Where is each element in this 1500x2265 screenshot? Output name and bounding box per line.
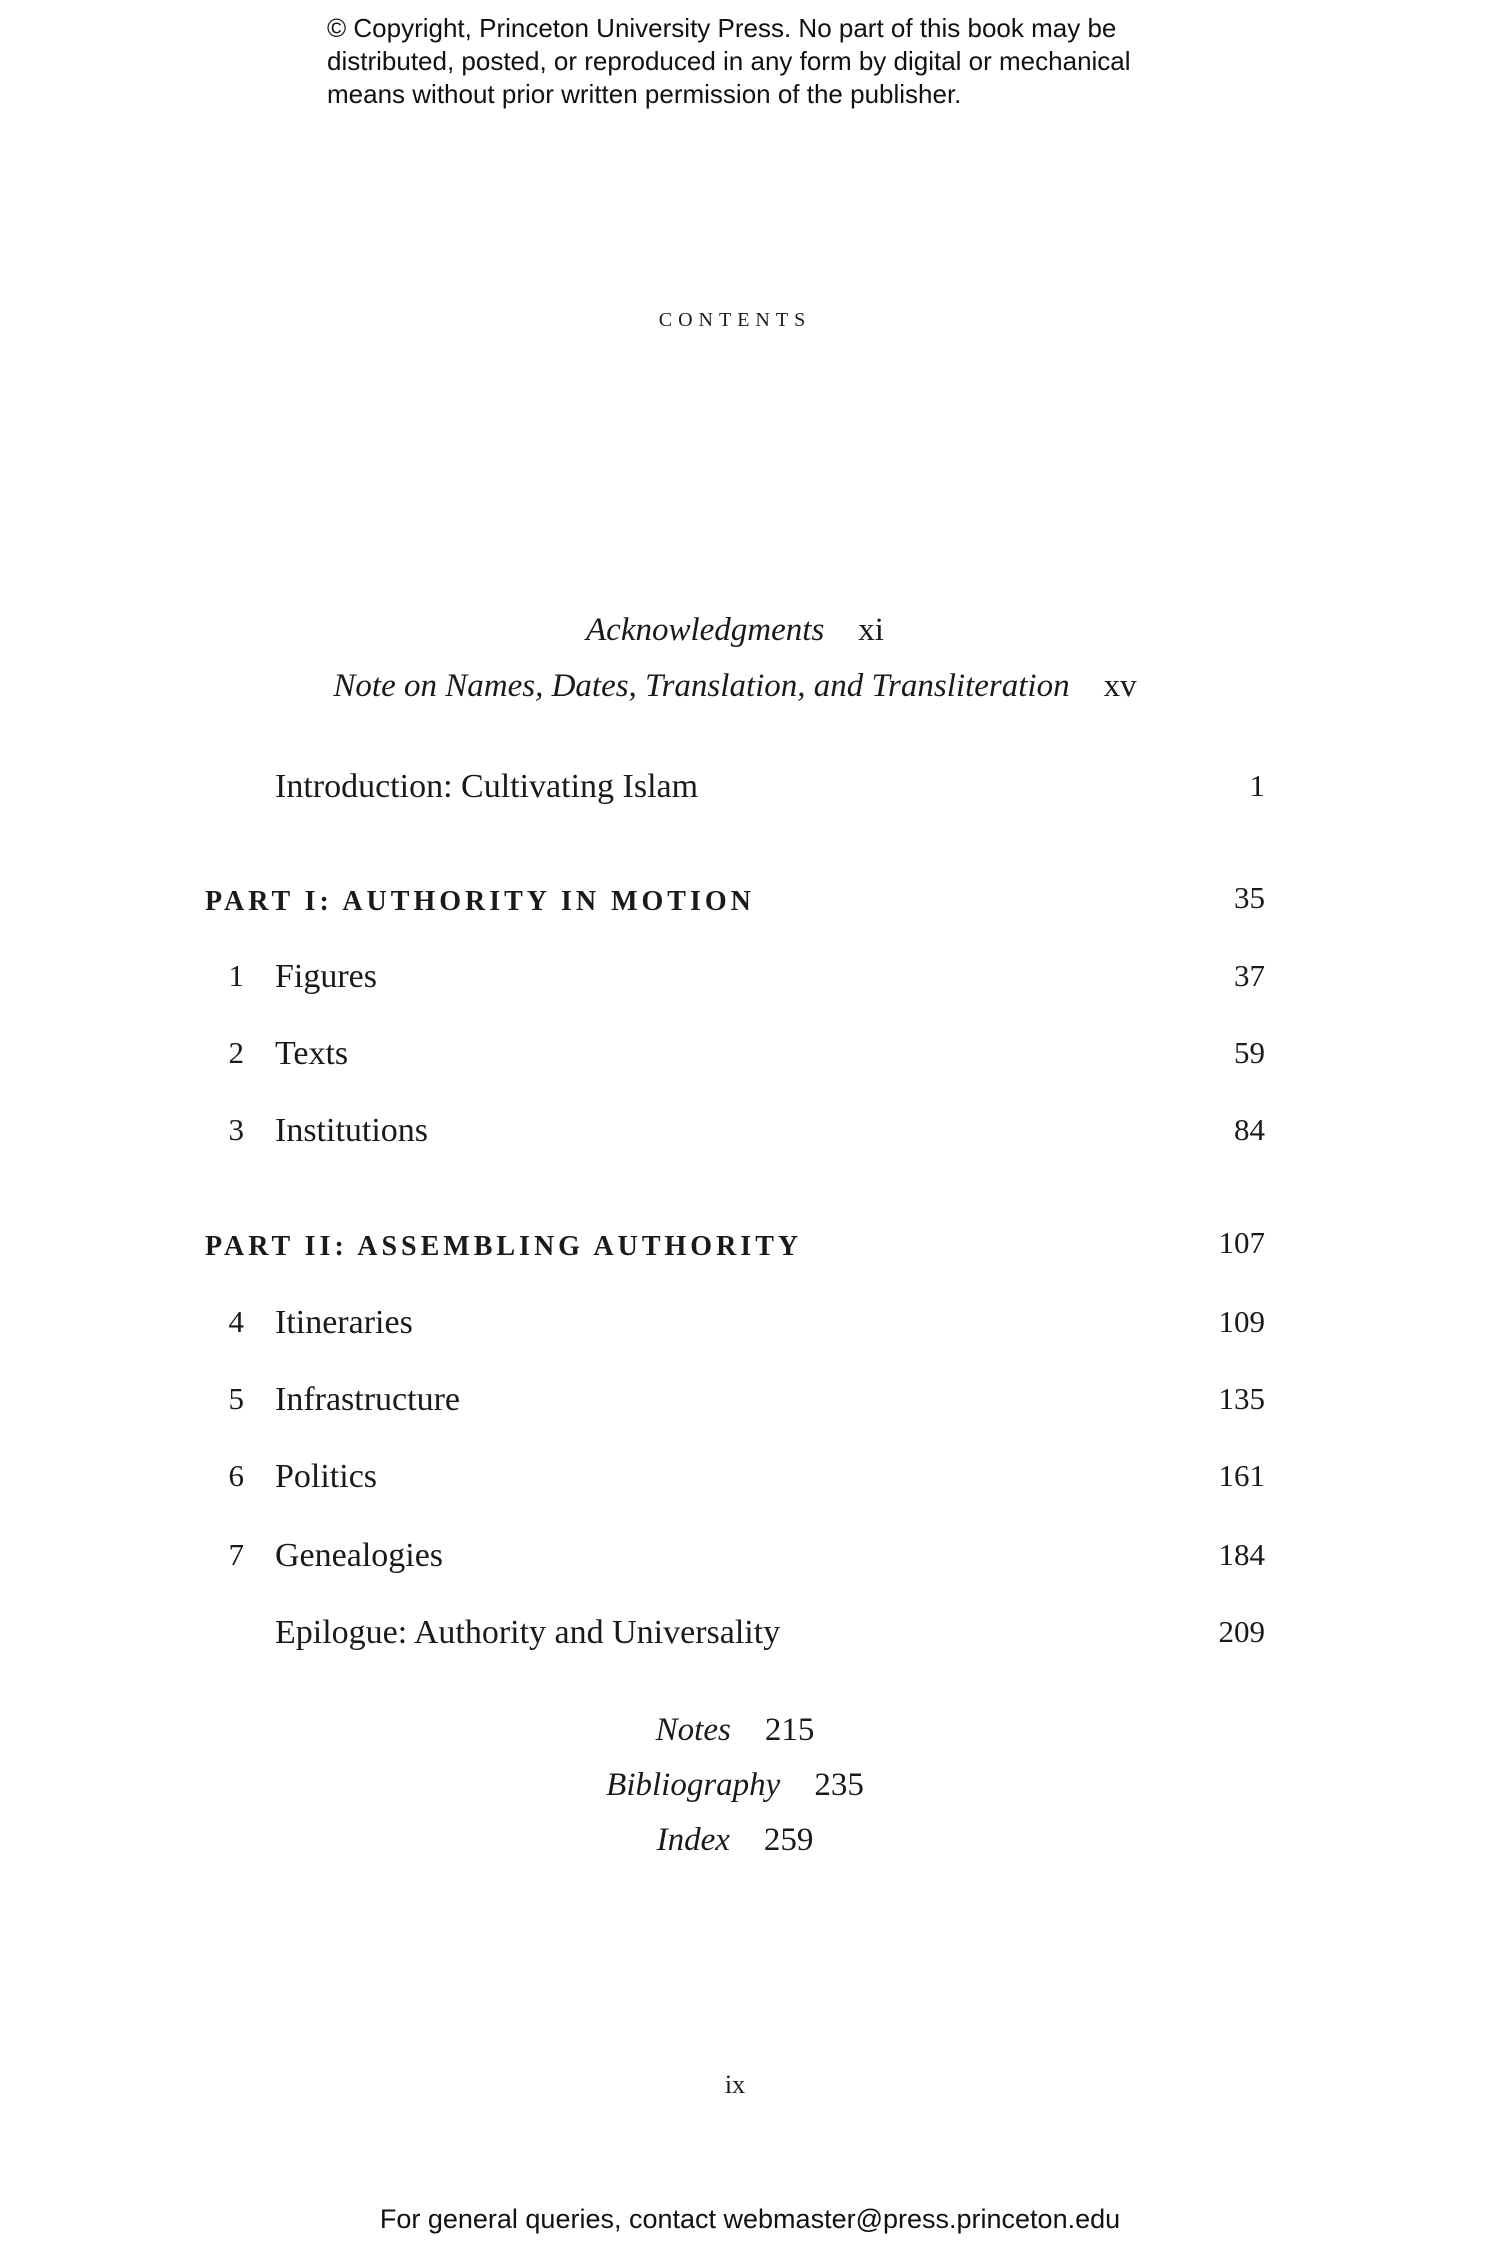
- toc-chapter-number: 5: [228, 1381, 244, 1416]
- toc-entry-page: 135: [1218, 1381, 1265, 1416]
- toc-part-label: PART II: ASSEMBLING AUTHORITY: [205, 1231, 803, 1262]
- toc-entry-title: Bibliography: [606, 1767, 781, 1803]
- toc-chapter: [0, 1381, 1500, 1429]
- copyright-notice: [327, 12, 1227, 111]
- toc-chapter-number: 3: [228, 1112, 244, 1147]
- toc-entry-title: Itineraries: [275, 1304, 413, 1341]
- toc-entry-title: Politics: [275, 1458, 378, 1495]
- toc-entry-page: 35: [1234, 880, 1265, 915]
- toc-chapter-number: 4: [228, 1304, 244, 1339]
- toc-chapter: [0, 958, 1500, 1006]
- toc-back-entry: [0, 1822, 1470, 1859]
- toc-entry-page: 1: [1249, 768, 1265, 803]
- page-title: contents: [658, 302, 812, 333]
- toc-chapter: [0, 1112, 1500, 1160]
- toc-back-entry: [0, 1767, 1470, 1804]
- toc-front-entry: [0, 612, 1470, 649]
- toc-entry-page: 184: [1218, 1537, 1265, 1572]
- toc-entry-page: xv: [1103, 668, 1137, 704]
- toc-entry-page: 161: [1218, 1458, 1265, 1493]
- toc-entry-title: Epilogue: Authority and Universality: [275, 1614, 781, 1651]
- toc-entry-title: Note on Names, Dates, Translation, and Transliteration: [333, 668, 1070, 704]
- page-number: ix: [724, 2070, 746, 2099]
- toc-entry-title: Infrastructure: [275, 1381, 461, 1418]
- toc-introduction: [0, 768, 1500, 816]
- toc-entry-page: 59: [1234, 1035, 1265, 1070]
- toc-entry-page: 259: [763, 1822, 814, 1858]
- toc-part-label: PART I: AUTHORITY IN MOTION: [205, 886, 755, 917]
- toc-entry-page: xi: [858, 612, 884, 648]
- copyright-line: means without prior written permission of the publisher.: [327, 79, 962, 109]
- toc-part-heading: [0, 1225, 1500, 1273]
- toc-back-entry: [0, 1712, 1470, 1749]
- toc-entry-page: 37: [1234, 958, 1265, 993]
- toc-chapter: [0, 1537, 1500, 1585]
- toc-chapter-number: 2: [228, 1035, 244, 1070]
- toc-entry-page: 109: [1218, 1304, 1265, 1339]
- toc-chapter-number: 7: [228, 1537, 244, 1572]
- toc-chapter-number: 1: [228, 958, 244, 993]
- toc-chapter: [0, 1458, 1500, 1506]
- copyright-line: distributed, posted, or reproduced in any form by digital or mechanical: [327, 46, 1131, 76]
- toc-epilogue: [0, 1614, 1500, 1662]
- toc-entry-page: 215: [764, 1712, 815, 1748]
- toc-chapter: [0, 1035, 1500, 1083]
- toc-entry-title: Institutions: [275, 1112, 429, 1149]
- toc-entry-page: 235: [814, 1767, 864, 1803]
- toc-chapter-number: 6: [228, 1458, 244, 1493]
- footer-contact: For general queries, contact webmaster@press.princeton.edu: [379, 2204, 1121, 2234]
- toc-entry-page: 209: [1218, 1614, 1265, 1649]
- toc-entry-title: Acknowledgments: [586, 612, 825, 648]
- toc-chapter: [0, 1304, 1500, 1352]
- toc-entry-page: 107: [1218, 1225, 1265, 1260]
- copyright-line: © Copyright, Princeton University Press. No part of this book may be: [327, 13, 1117, 43]
- toc-entry-title: Index: [656, 1822, 730, 1858]
- toc-entry-title: Texts: [275, 1035, 349, 1072]
- toc-entry-title: Introduction: Cultivating Islam: [275, 768, 699, 805]
- toc-entry-title: Notes: [655, 1712, 731, 1748]
- toc-entry-title: Genealogies: [275, 1537, 444, 1574]
- toc-front-entry: [0, 668, 1470, 705]
- toc-entry-title: Figures: [275, 958, 377, 995]
- toc-part-heading: [0, 880, 1500, 928]
- toc-entry-page: 84: [1234, 1112, 1265, 1147]
